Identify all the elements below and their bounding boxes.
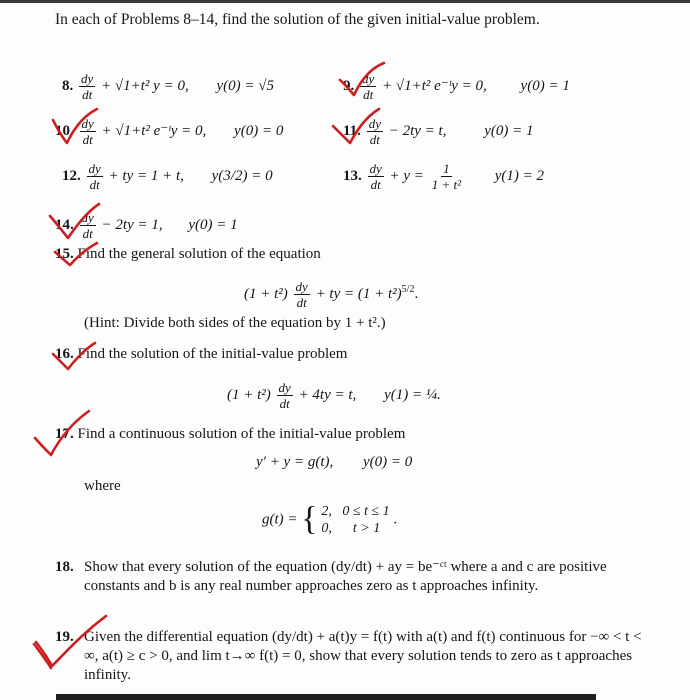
- problem-15-number: 15.: [55, 246, 74, 262]
- check-mark-icon-16: [50, 340, 98, 372]
- problem-17-eq: y′ + y = g(t),: [256, 454, 334, 470]
- problem-17-equation: [256, 453, 412, 471]
- problem-13-number: 13.: [343, 167, 362, 184]
- piecewise-cases: [321, 503, 389, 537]
- next-section-cutoff: [56, 694, 596, 700]
- check-mark-icon-10: [50, 106, 100, 148]
- problem-14-ic: y(0) = 1: [188, 216, 238, 233]
- problem-8-number: 8.: [62, 77, 74, 94]
- check-mark-icon-9: [337, 60, 387, 100]
- problem-9-equation: + √1+t² e⁻ᵗy = 0,: [382, 77, 487, 94]
- case-2-condition: t > 1: [352, 520, 381, 536]
- case-1-condition: 0 ≤ t ≤ 1: [342, 503, 390, 519]
- problem-17-where: where: [84, 478, 121, 494]
- problem-11-ic: y(0) = 1: [484, 122, 534, 139]
- problem-17-g-label: g(t) =: [262, 511, 298, 528]
- problem-15-derivative: $\frac{dy}{dt}$: [295, 279, 308, 310]
- problem-19-text: Given the differential equation (dy/dt) + a(t)y = f(t) with a(t) and f(t) continuous for −∞ < t < ∞, a(t) ≥ c > 0, and lim t→∞ f(t) = 0, show that every solution tends to zero as t approaches infinity.: [84, 629, 642, 683]
- problem-16-eq-right: + 4ty = t,: [298, 386, 357, 403]
- problem-12-equation: + ty = 1 + t,: [108, 167, 184, 184]
- problem-12-number: 12.: [62, 167, 81, 184]
- problem-15-eq-end: .: [414, 285, 419, 302]
- problem-15-exponent: 5/2: [401, 283, 415, 295]
- check-mark-icon-15: [52, 240, 100, 268]
- problem-15-eq-left: (1 + t²): [244, 285, 288, 302]
- problem-16-derivative: $\frac{dy}{dt}$: [278, 380, 291, 411]
- problem-11-derivative: $\frac{dy}{dt}$: [368, 116, 381, 147]
- problem-12-ic: y(3/2) = 0: [211, 167, 273, 184]
- problem-11-number: 11.: [343, 122, 361, 139]
- problem-17: [55, 425, 405, 443]
- check-mark-icon-17: [32, 408, 92, 458]
- problem-17-ic: y(0) = 0: [363, 454, 413, 470]
- problem-12-derivative: $\frac{dy}{dt}$: [88, 161, 101, 192]
- problem-18-text: Show that every solution of the equation (dy/dt) + ay = be⁻ᶜᵗ where a and c are positive constants and b is any real number approaches zero as t approaches infinity.: [84, 559, 607, 594]
- problem-16-ic: y(1) = ¼.: [384, 386, 441, 403]
- problem-19-number: 19.: [55, 629, 74, 645]
- problem-16-eq-left: (1 + t²): [227, 386, 271, 403]
- problem-8: [62, 71, 274, 102]
- problem-16: [55, 345, 347, 363]
- problem-9-derivative: $\frac{dy}{dt}$: [362, 71, 375, 102]
- problem-8-derivative: $\frac{dy}{dt}$: [81, 71, 94, 102]
- problem-15-eq-right: + ty = (1 + t²): [315, 285, 402, 302]
- problem-14-number: 14.: [55, 216, 74, 233]
- problem-10-equation: + √1+t² e⁻ᵗy = 0,: [101, 122, 207, 139]
- problem-8-ic: y(0) = √5: [216, 77, 274, 94]
- case-1-value: 2,: [321, 503, 332, 519]
- problem-18-number: 18.: [55, 559, 74, 575]
- problem-17-text: Find a continuous solution of the initial-value problem: [77, 426, 406, 442]
- top-border: [0, 0, 690, 3]
- problem-13-ic: y(1) = 2: [494, 167, 545, 184]
- intro-text: In each of Problems 8–14, find the solution of the given initial-value problem.: [55, 11, 540, 28]
- problem-12: [62, 161, 273, 192]
- check-mark-icon-19: [30, 612, 110, 672]
- problem-17-piecewise: [262, 502, 397, 537]
- problem-13-fraction: $\frac{1}{\text{1 + t²}}$: [431, 161, 461, 192]
- piecewise-brace: {: [301, 500, 318, 538]
- problem-13-derivative: $\frac{dy}{dt}$: [369, 161, 382, 192]
- problem-15-hint: (Hint: Divide both sides of the equation by 1 + t².): [84, 315, 386, 331]
- problem-13: [343, 161, 544, 192]
- check-mark-icon-14: [47, 200, 102, 242]
- problem-14-derivative: $\frac{dy}{dt}$: [81, 210, 94, 241]
- problem-16-number: 16.: [55, 346, 74, 362]
- problem-17-number: 17.: [55, 426, 74, 442]
- check-mark-icon-11: [330, 106, 382, 148]
- problem-16-text: Find the solution of the initial-value problem: [77, 346, 348, 362]
- problem-13-equation: + y =: [389, 167, 424, 184]
- problem-8-equation: + √1+t² y = 0,: [101, 77, 189, 94]
- case-2-value: 0,: [321, 520, 332, 536]
- problem-16-equation: [227, 380, 441, 411]
- piecewise-end: .: [393, 511, 398, 528]
- problem-15-text: Find the general solution of the equation: [77, 246, 321, 262]
- problem-15-equation: [244, 279, 418, 310]
- problem-9-number: 9.: [343, 77, 355, 94]
- problem-10-derivative: $\frac{dy}{dt}$: [81, 116, 94, 147]
- problem-10-number: 10.: [55, 122, 74, 139]
- problem-9-ic: y(0) = 1: [520, 77, 570, 94]
- problem-14-equation: − 2ty = 1,: [101, 216, 163, 233]
- problem-11-equation: − 2ty = t,: [388, 122, 447, 139]
- problem-10-ic: y(0) = 0: [234, 122, 284, 139]
